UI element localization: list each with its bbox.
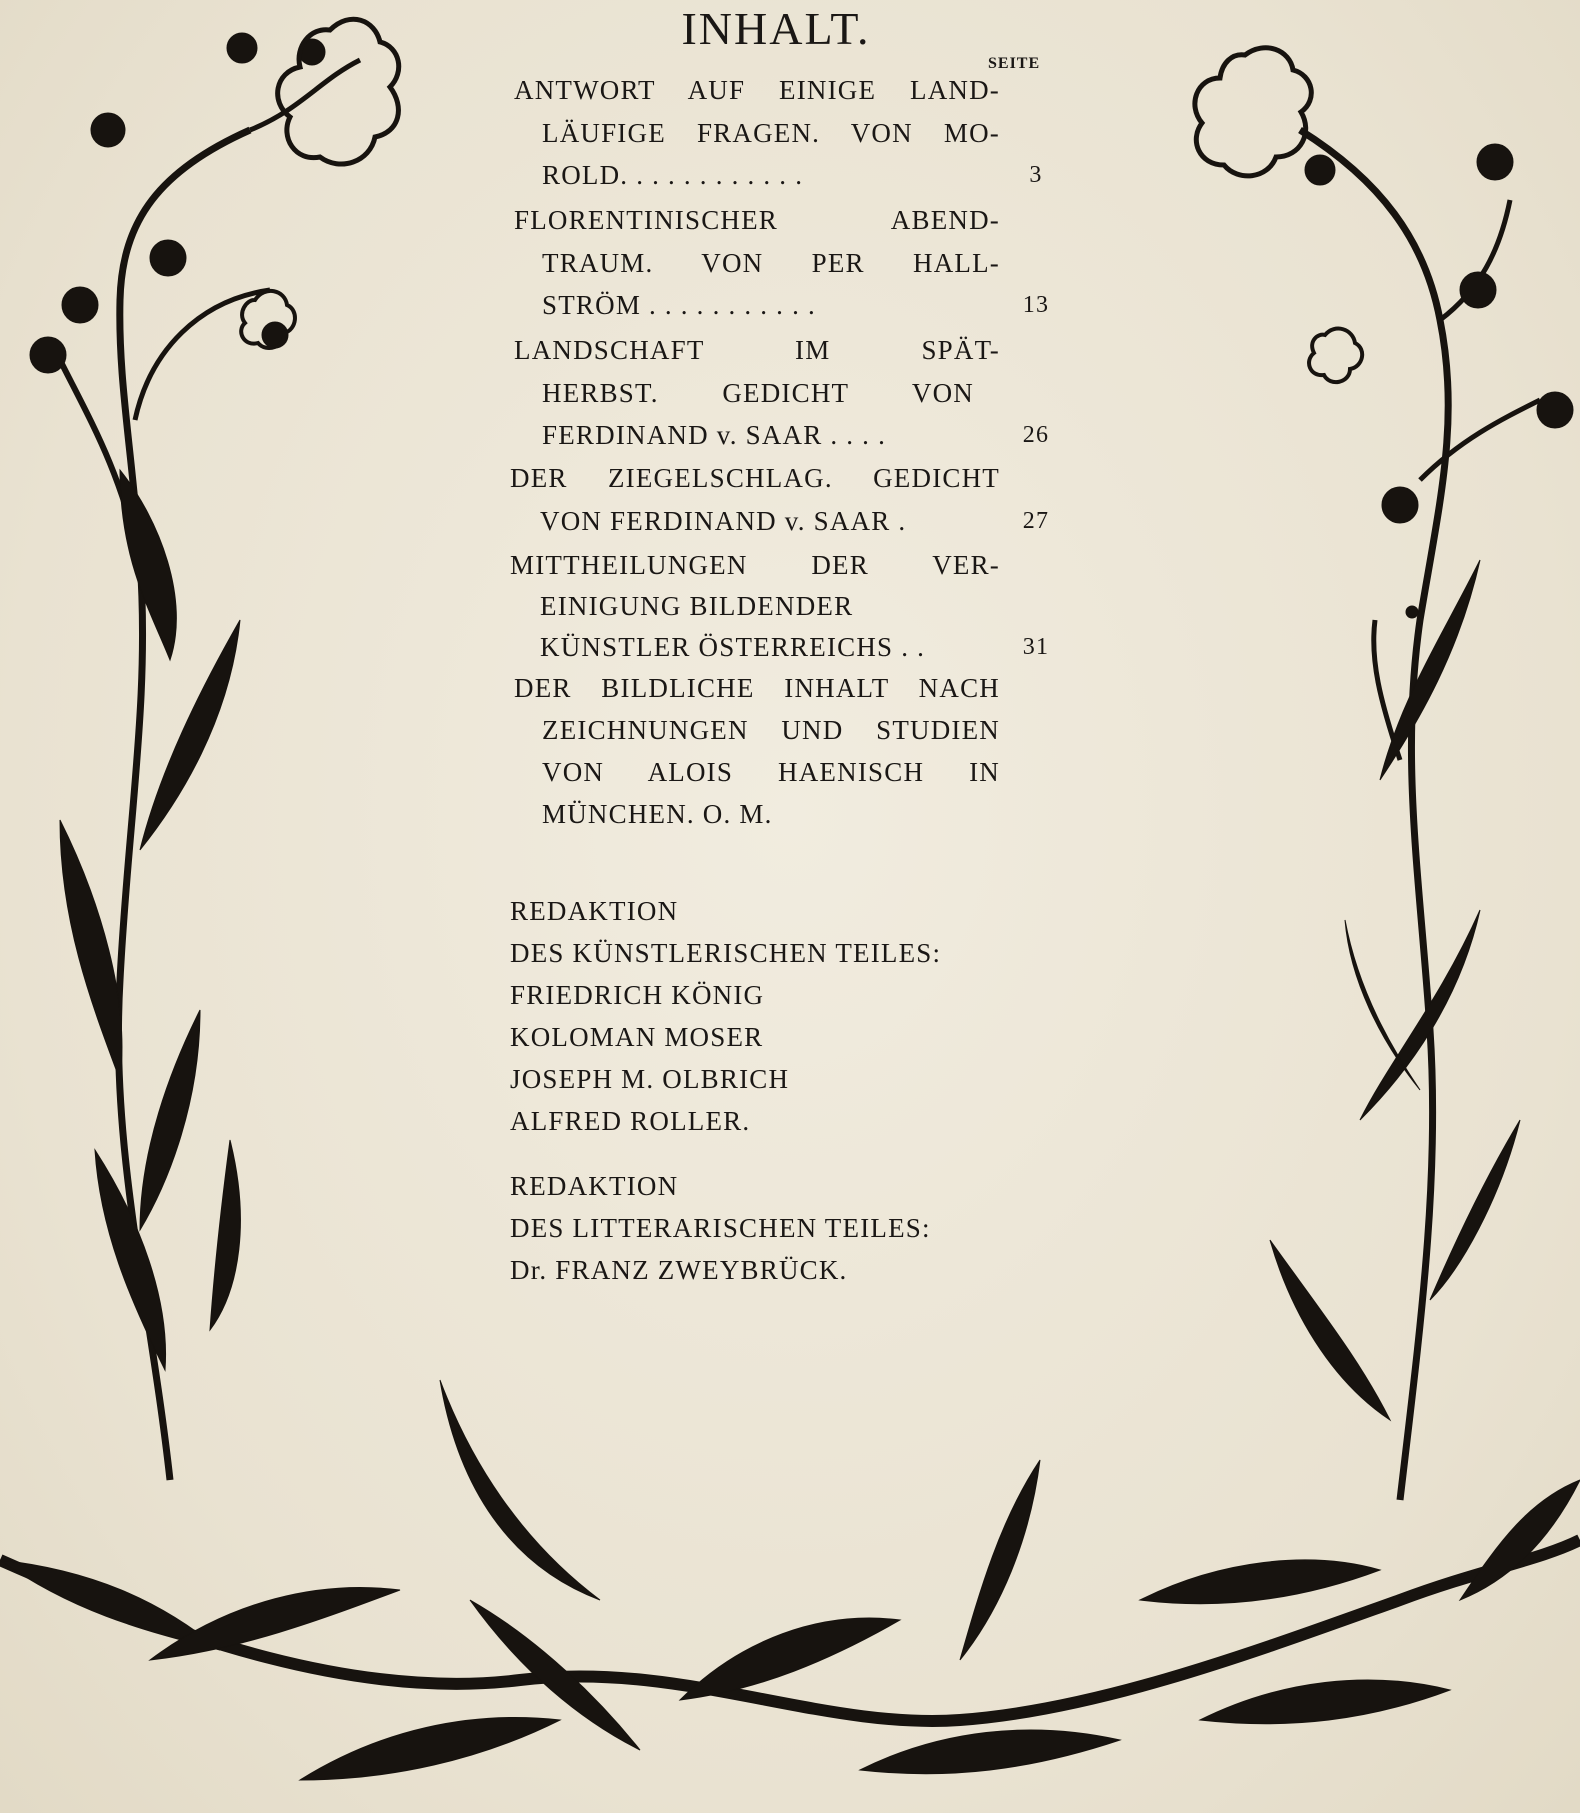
toc-entry-line: MÜNCHEN. O. M. bbox=[542, 799, 773, 829]
right-vine-ornament bbox=[1195, 48, 1573, 1500]
bottom-vine-ornament bbox=[0, 1380, 1580, 1780]
toc-entry-line: STRÖM . . . . . . . . . . . bbox=[542, 290, 816, 320]
credit-line: REDAKTION bbox=[510, 1171, 679, 1201]
page-title: INHALT. bbox=[681, 3, 871, 54]
toc-entry-line: HERBST. GEDICHT VON bbox=[542, 378, 974, 408]
toc-entry-page: 13 bbox=[1022, 292, 1050, 318]
credit-line: ALFRED ROLLER. bbox=[510, 1106, 751, 1136]
toc-entry-page: 27 bbox=[1022, 508, 1050, 534]
toc-entry-line: VON FERDINAND v. SAAR . bbox=[540, 506, 907, 536]
toc-entry-line: VON ALOIS HAENISCH IN bbox=[542, 757, 1000, 787]
toc-entry-line: FERDINAND v. SAAR . . . . bbox=[542, 420, 887, 450]
toc-entry-line: KÜNSTLER ÖSTERREICHS . . bbox=[540, 632, 926, 662]
toc-entry-line: ANTWORT AUF EINIGE LAND- bbox=[514, 75, 1000, 105]
toc-entry-page: 26 bbox=[1022, 422, 1050, 448]
toc-entry-line: DER BILDLICHE INHALT NACH bbox=[514, 673, 1000, 703]
credit-line: FRIEDRICH KÖNIG bbox=[510, 980, 765, 1010]
toc-entry-line: TRAUM. VON PER HALL- bbox=[542, 248, 1000, 278]
credit-line: Dr. FRANZ ZWEYBRÜCK. bbox=[510, 1255, 848, 1285]
toc-entry-line: DER ZIEGELSCHLAG. GEDICHT bbox=[510, 463, 1000, 493]
toc-entry-line: ROLD. . . . . . . . . . . . bbox=[542, 160, 804, 190]
credit-line: KOLOMAN MOSER bbox=[510, 1022, 764, 1052]
credit-line: JOSEPH M. OLBRICH bbox=[510, 1064, 790, 1094]
toc-entry-line: MITTHEILUNGEN DER VER- bbox=[510, 550, 1000, 580]
left-vine-ornament bbox=[30, 19, 399, 1480]
credit-line: REDAKTION bbox=[510, 896, 679, 926]
credit-line: DES KÜNSTLERISCHEN TEILES: bbox=[510, 938, 942, 968]
credit-line: DES LITTERARISCHEN TEILES: bbox=[510, 1213, 931, 1243]
artistic-editors bbox=[510, 890, 1070, 1142]
toc-entry-line: ZEICHNUNGEN UND STUDIEN bbox=[542, 715, 1000, 745]
toc-entry-line: FLORENTINISCHER ABEND- bbox=[514, 205, 1000, 235]
toc-entry-line: EINIGUNG BILDENDER bbox=[540, 591, 854, 621]
literary-editors bbox=[510, 1165, 1070, 1291]
toc-entry-line: LÄUFIGE FRAGEN. VON MO- bbox=[542, 118, 1000, 148]
toc-entry-page: 31 bbox=[1022, 634, 1050, 660]
toc-entry-page: 3 bbox=[1029, 162, 1043, 188]
toc-entry-line: LANDSCHAFT IM SPÄT- bbox=[514, 335, 1000, 365]
page-column-header: SEITE bbox=[988, 55, 1041, 72]
